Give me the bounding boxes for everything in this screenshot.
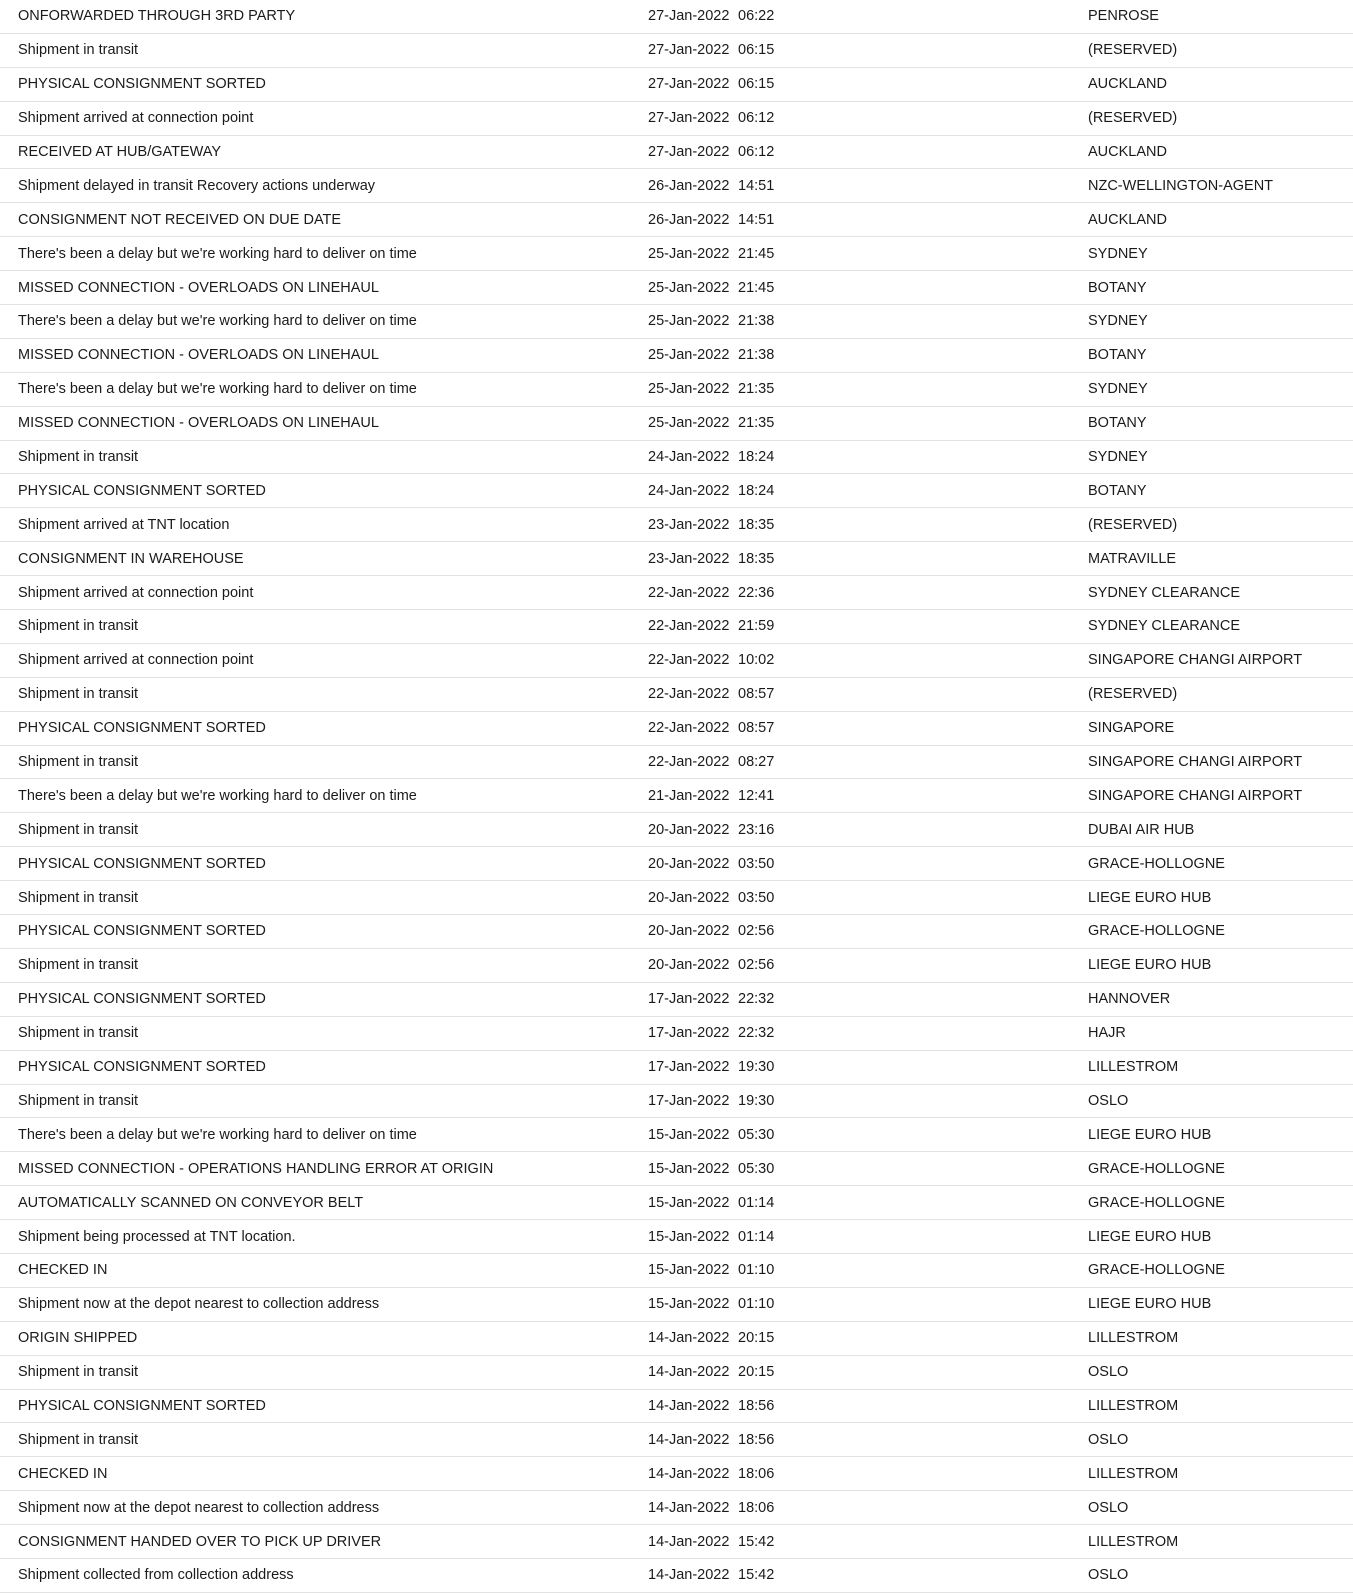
row-time: 01:10 xyxy=(738,1296,775,1313)
row-date: 27-Jan-2022 xyxy=(648,110,730,127)
row-status: Shipment in transit xyxy=(18,889,139,906)
table-row xyxy=(0,915,1353,949)
row-date: 14-Jan-2022 xyxy=(648,1330,730,1347)
table-row xyxy=(0,847,1353,881)
row-time: 10:02 xyxy=(738,652,775,669)
table-row xyxy=(0,779,1353,813)
row-status: RECEIVED AT HUB/GATEWAY xyxy=(18,144,222,160)
table-row xyxy=(0,1423,1353,1457)
row-date: 23-Jan-2022 xyxy=(648,550,730,567)
row-location: (RESERVED) xyxy=(1088,110,1178,127)
row-time: 03:50 xyxy=(738,889,775,906)
row-date: 15-Jan-2022 xyxy=(648,1160,730,1177)
row-location: SYDNEY xyxy=(1088,313,1148,330)
row-time: 12:41 xyxy=(738,787,775,804)
row-status: Shipment in transit xyxy=(18,1092,139,1109)
table-row xyxy=(0,1558,1353,1592)
row-location: SINGAPORE xyxy=(1088,720,1175,737)
row-date: 15-Jan-2022 xyxy=(648,1228,730,1245)
row-status: There's been a delay but we're working hard to deliver on time xyxy=(18,787,417,804)
table-row xyxy=(0,1084,1353,1118)
row-date: 22-Jan-2022 xyxy=(648,652,730,669)
row-location: LILLESTROM xyxy=(1088,1397,1179,1414)
row-date: 23-Jan-2022 xyxy=(648,516,730,533)
row-time: 19:30 xyxy=(738,1059,775,1076)
row-date: 25-Jan-2022 xyxy=(648,313,730,330)
row-status: CONSIGNMENT NOT RECEIVED ON DUE DATE xyxy=(18,211,342,228)
row-time: 05:30 xyxy=(738,1160,775,1177)
row-location: SYDNEY xyxy=(1088,381,1148,398)
row-status: MISSED CONNECTION - OVERLOADS ON LINEHAUL xyxy=(18,347,379,364)
row-location: SINGAPORE CHANGI AIRPORT xyxy=(1088,787,1303,804)
row-status: Shipment in transit xyxy=(18,821,139,838)
table-row xyxy=(0,610,1353,644)
table-row xyxy=(0,440,1353,474)
row-date: 14-Jan-2022 xyxy=(648,1567,730,1584)
table-row xyxy=(0,1525,1353,1559)
row-status: MISSED CONNECTION - OVERLOADS ON LINEHAUL xyxy=(18,279,379,296)
row-time: 02:56 xyxy=(738,923,775,940)
table-row xyxy=(0,1321,1353,1355)
row-time: 14:51 xyxy=(738,177,775,194)
row-location: SINGAPORE CHANGI AIRPORT xyxy=(1088,754,1303,771)
row-location: SYDNEY CLEARANCE xyxy=(1088,618,1241,635)
row-date: 15-Jan-2022 xyxy=(648,1296,730,1313)
row-date: 25-Jan-2022 xyxy=(648,279,730,296)
row-location: LILLESTROM xyxy=(1088,1330,1179,1347)
row-location: GRACE-HOLLOGNE xyxy=(1088,923,1225,940)
row-date: 25-Jan-2022 xyxy=(648,245,730,262)
table-row xyxy=(0,372,1353,406)
row-status: Shipment in transit xyxy=(18,1025,139,1042)
row-date: 25-Jan-2022 xyxy=(648,381,730,398)
row-status: There's been a delay but we're working hard to deliver on time xyxy=(18,1126,417,1143)
table-row xyxy=(0,169,1353,203)
table-row xyxy=(0,1186,1353,1220)
table-row xyxy=(0,542,1353,576)
row-time: 08:57 xyxy=(738,720,775,737)
row-time: 21:45 xyxy=(738,245,775,262)
table-row xyxy=(0,33,1353,67)
row-status: PHYSICAL CONSIGNMENT SORTED xyxy=(18,1059,266,1076)
row-location: SYDNEY xyxy=(1088,245,1148,262)
row-status: Shipment in transit xyxy=(18,754,139,771)
table-row xyxy=(0,1118,1353,1152)
row-status: ONFORWARDED THROUGH 3RD PARTY xyxy=(18,8,296,25)
row-status: There's been a delay but we're working hard to deliver on time xyxy=(18,313,417,330)
table-row xyxy=(0,1050,1353,1084)
row-location: GRACE-HOLLOGNE xyxy=(1088,1194,1225,1211)
row-location: HANNOVER xyxy=(1088,991,1171,1008)
row-date: 27-Jan-2022 xyxy=(648,76,730,93)
row-time: 15:42 xyxy=(738,1567,775,1584)
row-status: PHYSICAL CONSIGNMENT SORTED xyxy=(18,855,266,872)
row-status: CONSIGNMENT HANDED OVER TO PICK UP DRIVER xyxy=(18,1533,382,1550)
table-row xyxy=(0,881,1353,915)
row-date: 22-Jan-2022 xyxy=(648,720,730,737)
row-status: Shipment collected from collection address xyxy=(18,1567,294,1584)
row-time: 20:15 xyxy=(738,1364,775,1381)
row-location: SINGAPORE CHANGI AIRPORT xyxy=(1088,652,1303,669)
row-time: 21:59 xyxy=(738,618,775,635)
row-status: Shipment delayed in transit Recovery actions underway xyxy=(18,177,376,194)
row-status: CHECKED IN xyxy=(18,1465,108,1482)
row-location: OSLO xyxy=(1088,1431,1129,1448)
row-status: MISSED CONNECTION - OPERATIONS HANDLING ERROR AT ORIGIN xyxy=(18,1160,494,1177)
table-row xyxy=(0,406,1353,440)
row-date: 25-Jan-2022 xyxy=(648,347,730,364)
row-location: HAJR xyxy=(1088,1025,1126,1042)
row-location: SYDNEY CLEARANCE xyxy=(1088,584,1241,601)
row-location: LILLESTROM xyxy=(1088,1059,1179,1076)
row-location: BOTANY xyxy=(1088,347,1147,364)
table-row xyxy=(0,711,1353,745)
row-status: Shipment being processed at TNT location. xyxy=(18,1228,296,1245)
row-date: 14-Jan-2022 xyxy=(648,1533,730,1550)
row-location: MATRAVILLE xyxy=(1088,550,1177,567)
table-row xyxy=(0,508,1353,542)
row-location: LILLESTROM xyxy=(1088,1465,1179,1482)
row-time: 06:15 xyxy=(738,42,775,59)
row-date: 20-Jan-2022 xyxy=(648,889,730,906)
row-time: 18:56 xyxy=(738,1397,775,1414)
row-time: 21:45 xyxy=(738,279,775,296)
row-date: 14-Jan-2022 xyxy=(648,1499,730,1516)
row-date: 17-Jan-2022 xyxy=(648,1025,730,1042)
row-date: 14-Jan-2022 xyxy=(648,1397,730,1414)
row-location: SYDNEY xyxy=(1088,449,1148,466)
row-date: 22-Jan-2022 xyxy=(648,754,730,771)
row-location: AUCKLAND xyxy=(1088,144,1167,160)
row-location: LIEGE EURO HUB xyxy=(1088,1296,1212,1313)
table-row xyxy=(0,1355,1353,1389)
row-time: 22:32 xyxy=(738,991,775,1008)
row-date: 15-Jan-2022 xyxy=(648,1126,730,1143)
row-status: Shipment in transit xyxy=(18,1431,139,1448)
row-time: 23:16 xyxy=(738,821,775,838)
row-status: PHYSICAL CONSIGNMENT SORTED xyxy=(18,720,266,737)
row-location: (RESERVED) xyxy=(1088,516,1178,533)
row-time: 01:14 xyxy=(738,1194,775,1211)
row-location: OSLO xyxy=(1088,1364,1129,1381)
table-row xyxy=(0,271,1353,305)
row-time: 18:56 xyxy=(738,1431,775,1448)
row-location: AUCKLAND xyxy=(1088,76,1167,93)
row-time: 01:14 xyxy=(738,1228,775,1245)
row-location: LIEGE EURO HUB xyxy=(1088,889,1212,906)
row-status: CONSIGNMENT IN WAREHOUSE xyxy=(18,550,244,567)
row-status: Shipment arrived at connection point xyxy=(18,584,254,601)
table-row xyxy=(0,101,1353,135)
row-status: Shipment now at the depot nearest to collection address xyxy=(18,1296,380,1313)
table-row xyxy=(0,1491,1353,1525)
table-row xyxy=(0,948,1353,982)
table-row xyxy=(0,1287,1353,1321)
row-location: OSLO xyxy=(1088,1567,1129,1584)
row-location: NZC-WELLINGTON-AGENT xyxy=(1088,177,1274,194)
row-status: Shipment arrived at connection point xyxy=(18,110,254,127)
table-row xyxy=(0,677,1353,711)
row-status: There's been a delay but we're working hard to deliver on time xyxy=(18,245,417,262)
table-row xyxy=(0,305,1353,339)
row-time: 06:22 xyxy=(738,8,775,25)
row-time: 02:56 xyxy=(738,957,775,974)
row-time: 06:12 xyxy=(738,110,775,127)
row-status: Shipment in transit xyxy=(18,449,139,466)
row-time: 18:24 xyxy=(738,449,775,466)
row-status: Shipment in transit xyxy=(18,618,139,635)
row-time: 14:51 xyxy=(738,211,775,228)
row-location: AUCKLAND xyxy=(1088,211,1167,228)
row-time: 19:30 xyxy=(738,1092,775,1109)
row-location: (RESERVED) xyxy=(1088,686,1178,703)
row-date: 27-Jan-2022 xyxy=(648,42,730,59)
row-time: 18:24 xyxy=(738,482,775,499)
row-location: GRACE-HOLLOGNE xyxy=(1088,1160,1225,1177)
table-row xyxy=(0,643,1353,677)
table-row xyxy=(0,1220,1353,1254)
row-time: 08:57 xyxy=(738,686,775,703)
row-status: PHYSICAL CONSIGNMENT SORTED xyxy=(18,1397,266,1414)
row-date: 24-Jan-2022 xyxy=(648,449,730,466)
row-date: 17-Jan-2022 xyxy=(648,991,730,1008)
table-row xyxy=(0,237,1353,271)
row-location: LIEGE EURO HUB xyxy=(1088,1228,1212,1245)
row-status: Shipment in transit xyxy=(18,957,139,974)
row-date: 15-Jan-2022 xyxy=(648,1194,730,1211)
row-time: 05:30 xyxy=(738,1126,775,1143)
row-time: 22:32 xyxy=(738,1025,775,1042)
table-row xyxy=(0,338,1353,372)
row-date: 27-Jan-2022 xyxy=(648,8,730,25)
table-row xyxy=(0,203,1353,237)
row-time: 18:06 xyxy=(738,1465,775,1482)
row-date: 15-Jan-2022 xyxy=(648,1262,730,1279)
table-row xyxy=(0,67,1353,101)
row-status: AUTOMATICALLY SCANNED ON CONVEYOR BELT xyxy=(18,1194,364,1211)
row-location: GRACE-HOLLOGNE xyxy=(1088,855,1225,872)
row-time: 18:35 xyxy=(738,550,775,567)
row-time: 21:35 xyxy=(738,381,775,398)
row-status: PHYSICAL CONSIGNMENT SORTED xyxy=(18,76,266,93)
table-row xyxy=(0,982,1353,1016)
row-date: 20-Jan-2022 xyxy=(648,821,730,838)
row-time: 06:12 xyxy=(738,144,775,160)
row-status: ORIGIN SHIPPED xyxy=(18,1330,138,1347)
row-status: PHYSICAL CONSIGNMENT SORTED xyxy=(18,923,266,940)
row-date: 26-Jan-2022 xyxy=(648,211,730,228)
row-date: 14-Jan-2022 xyxy=(648,1364,730,1381)
row-time: 20:15 xyxy=(738,1330,775,1347)
row-time: 18:06 xyxy=(738,1499,775,1516)
row-status: Shipment in transit xyxy=(18,1364,139,1381)
row-location: BOTANY xyxy=(1088,482,1147,499)
row-time: 21:38 xyxy=(738,313,775,330)
row-date: 17-Jan-2022 xyxy=(648,1059,730,1076)
table-row xyxy=(0,474,1353,508)
row-location: LILLESTROM xyxy=(1088,1533,1179,1550)
row-status: PHYSICAL CONSIGNMENT SORTED xyxy=(18,991,266,1008)
row-time: 15:42 xyxy=(738,1533,775,1550)
row-time: 21:38 xyxy=(738,347,775,364)
row-date: 27-Jan-2022 xyxy=(648,144,730,160)
row-status: Shipment arrived at connection point xyxy=(18,652,254,669)
row-date: 20-Jan-2022 xyxy=(648,957,730,974)
row-location: (RESERVED) xyxy=(1088,42,1178,59)
row-location: GRACE-HOLLOGNE xyxy=(1088,1262,1225,1279)
row-status: CHECKED IN xyxy=(18,1262,108,1279)
row-status: PHYSICAL CONSIGNMENT SORTED xyxy=(18,482,266,499)
row-time: 01:10 xyxy=(738,1262,775,1279)
row-location: PENROSE xyxy=(1088,8,1159,25)
row-date: 21-Jan-2022 xyxy=(648,787,730,804)
row-date: 26-Jan-2022 xyxy=(648,177,730,194)
row-date: 20-Jan-2022 xyxy=(648,923,730,940)
row-location: DUBAI AIR HUB xyxy=(1088,821,1195,838)
row-date: 17-Jan-2022 xyxy=(648,1092,730,1109)
table-row xyxy=(0,1253,1353,1287)
table-row xyxy=(0,135,1353,169)
row-location: LIEGE EURO HUB xyxy=(1088,1126,1212,1143)
row-status: There's been a delay but we're working hard to deliver on time xyxy=(18,381,417,398)
row-date: 25-Jan-2022 xyxy=(648,415,730,432)
row-status: MISSED CONNECTION - OVERLOADS ON LINEHAUL xyxy=(18,415,379,432)
row-date: 22-Jan-2022 xyxy=(648,686,730,703)
table-row xyxy=(0,745,1353,779)
row-time: 03:50 xyxy=(738,855,775,872)
row-date: 14-Jan-2022 xyxy=(648,1465,730,1482)
table-row xyxy=(0,1389,1353,1423)
row-location: LIEGE EURO HUB xyxy=(1088,957,1212,974)
row-date: 22-Jan-2022 xyxy=(648,618,730,635)
row-location: BOTANY xyxy=(1088,415,1147,432)
row-status: Shipment arrived at TNT location xyxy=(18,516,230,533)
row-date: 24-Jan-2022 xyxy=(648,482,730,499)
table-row xyxy=(0,576,1353,610)
row-time: 08:27 xyxy=(738,754,775,771)
row-time: 06:15 xyxy=(738,76,775,93)
row-date: 22-Jan-2022 xyxy=(648,584,730,601)
row-time: 18:35 xyxy=(738,516,775,533)
table-row xyxy=(0,1457,1353,1491)
row-time: 21:35 xyxy=(738,415,775,432)
row-time: 22:36 xyxy=(738,584,775,601)
table-row xyxy=(0,1016,1353,1050)
row-location: OSLO xyxy=(1088,1092,1129,1109)
table-row xyxy=(0,813,1353,847)
row-location: BOTANY xyxy=(1088,279,1147,296)
row-status: Shipment in transit xyxy=(18,42,139,59)
table-row xyxy=(0,0,1353,33)
row-date: 20-Jan-2022 xyxy=(648,855,730,872)
table-row xyxy=(0,1152,1353,1186)
row-date: 14-Jan-2022 xyxy=(648,1431,730,1448)
row-status: Shipment now at the depot nearest to collection address xyxy=(18,1499,380,1516)
row-status: Shipment in transit xyxy=(18,686,139,703)
row-location: OSLO xyxy=(1088,1499,1129,1516)
